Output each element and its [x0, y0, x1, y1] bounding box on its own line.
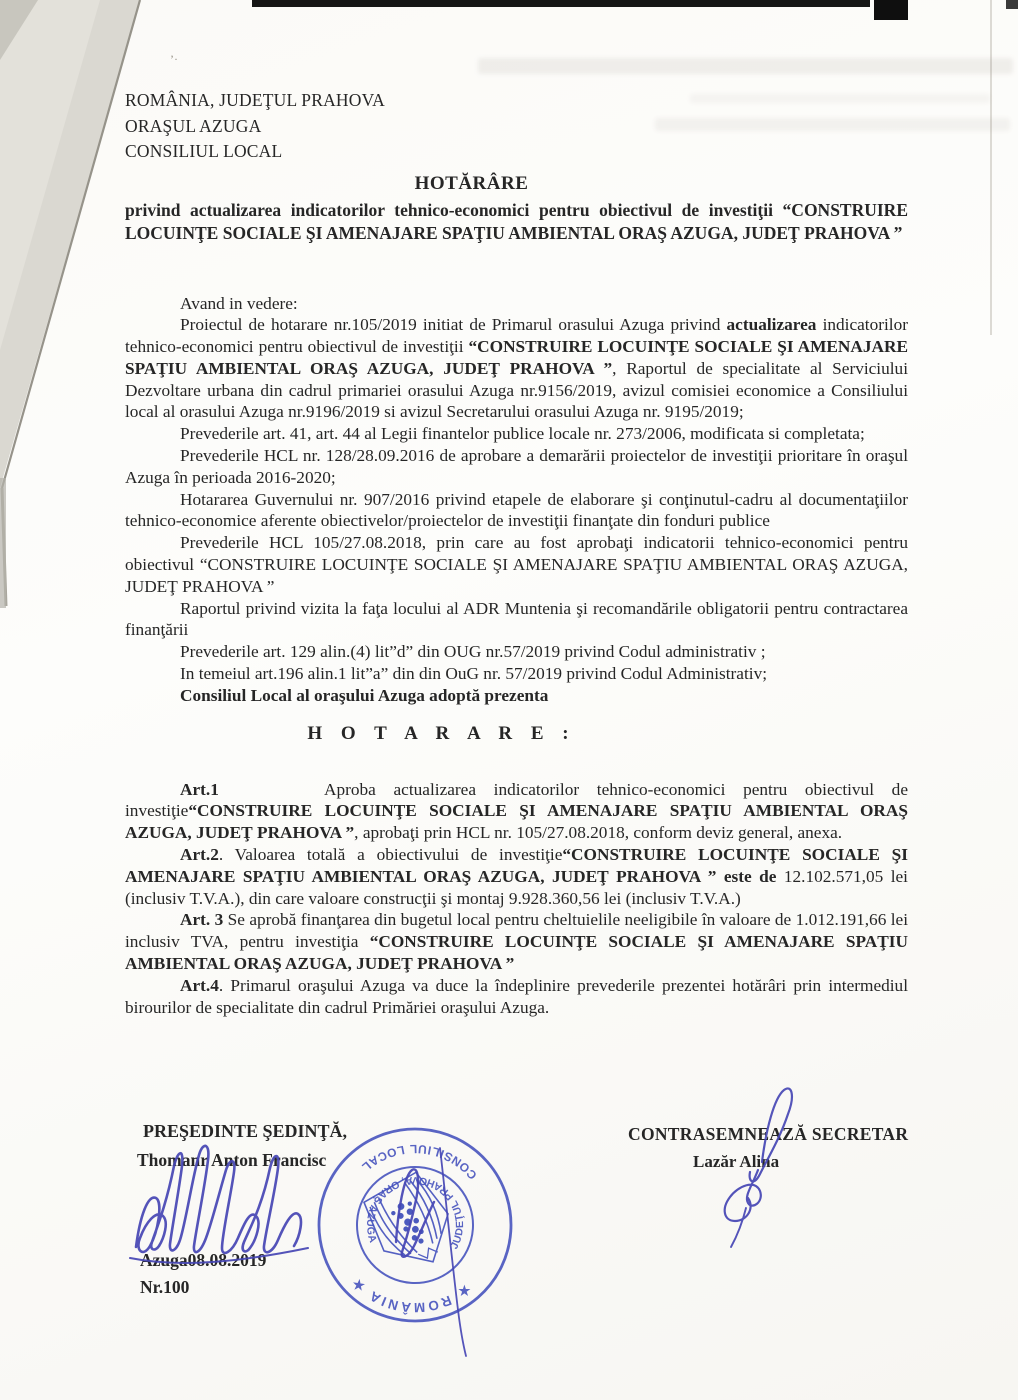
stamp-text-consiliul-local: CONSILIUL LOCAL — [358, 1141, 480, 1183]
council-stamp — [313, 1123, 518, 1328]
article-paragraph: Art. 3 Se aprobă finanţarea din bugetul local pentru cheltuielile neeligibile în valoare de 1.012.191,66 lei inclusiv TVA, pentru investiţia “CONSTRUIRE LOCUINŢE SOCIALE ŞI AMENAJARE SPAŢIU AMBIENTAL ORAŞ AZUGA, JUDEŢ PRAHOVA ” — [125, 910, 909, 974]
stamp-text-romania: ★ ROMÂNIA ★ — [347, 1273, 474, 1316]
resolution-heading: H O T A R A R E : — [307, 722, 576, 744]
scan-artifact-top-square — [874, 0, 908, 20]
org-country-line: ROMÂNIA, JUDEŢUL PRAHOVA — [125, 90, 386, 110]
preamble-paragraph: Avand in vedere: — [180, 293, 298, 313]
article-paragraph: Art.4. Primarul oraşului Azuga va duce la îndeplinire prevederile prezentei hotărâri prin intermediul birourilor de specialitate din cadrul Primăriei oraşului Azuga. — [125, 975, 908, 1017]
scan-artifact-left-edge — [0, 478, 6, 608]
president-role-label: PREŞEDINTE ŞEDINŢĂ, — [143, 1121, 348, 1141]
scan-artifact-corner-chip — [1006, 0, 1018, 9]
stamp-coat-of-arms — [358, 1169, 465, 1280]
preamble-paragraph: Prevederile art. 129 alin.(4) lit”d” din OUG nr.57/2019 privind Codul administrativ ; — [180, 642, 766, 662]
preamble-paragraph: Hotararea Guvernului nr. 907/2016 privind etapele de elaborare şi conţinutul-cadru al documentaţiilor tehnico-economice aferente obiectivelor/proiectelor de investiţii finanţate din fonduri publice — [125, 489, 908, 531]
article-paragraph: Art.1 Aproba actualizarea indicatorilor tehnico-economici pentru obiectivul de investiţie“CONSTRUIRE LOCUINŢE SOCIALE ŞI AMENAJARE SPAŢIU AMBIENTAL ORAŞ AZUGA, JUDEŢ PRAHOVA ”, aprobaţi prin HCL nr. 105/27.08.2018, conform deviz general, anexa. — [125, 779, 908, 843]
scan-artifact-top-bar — [252, 0, 870, 7]
preamble-paragraph: Proiectul de hotarare nr.105/2019 initiat de Primarul orasului Azuga privind actualizarea indicatorilor tehnico-economici pentru obiectivul de investiţii “CONSTRUIRE LOCUINŢE SOCIALE ŞI AMENAJARE SPAŢIU AMBIENTAL ORAŞ AZUGA, JUDEŢ PRAHOVA ”, Raportul de specialitate al Serviciului Dezvoltare urbana din cadrul primariei orasului Azuga nr.9156/2019, avizul comisiei economice a Consiliului local al orasului Azuga nr.9196/2019 si avizul Secretarului orasului Azuga nr. 9195/2019; — [125, 315, 909, 422]
scan-artifact-right-edge — [990, 0, 992, 335]
articles — [125, 779, 908, 1019]
document-number: Nr.100 — [140, 1277, 190, 1297]
preamble-paragraph: Prevederile HCL nr. 128/28.09.2016 de aprobare a demarării proiectelor de investiţii prioritare în oraşul Azuga în perioada 2016-2020; — [125, 446, 908, 487]
secretary-name: Lazăr Alina — [693, 1152, 780, 1171]
preamble-paragraphs — [125, 293, 908, 707]
svg-text:JUDEŢUL PRAHOVA, ORAŞ AZUGA — [362, 1171, 469, 1252]
president-name: Thomanr Anton Francisc — [137, 1150, 327, 1170]
article-paragraph: Art.2. Valoarea totală a obiectivului de investiţie“CONSTRUIRE LOCUINŢE SOCIALE ŞI AMENAJARE SPAŢIU AMBIENTAL ORAŞ AZUGA, JUDEŢ PRAHOVA ” este de 12.102.571,05 lei (inclusiv T.V.A.), din care valoare construcţii şi montaj 9.928.360,56 lei (inclusiv T.V.A.) — [125, 845, 908, 908]
preamble-paragraph: Consiliul Local al oraşului Azuga adoptă prezenta — [180, 685, 549, 705]
secretary-role-label: CONTRASEMNEAZĂ SECRETAR — [628, 1124, 909, 1144]
org-city-line: ORAŞUL AZUGA — [125, 115, 262, 136]
document-content — [125, 88, 908, 1018]
preamble-paragraph: In temeiul art.196 alin.1 lit”a” din din OuG nr. 57/2019 privind Codul Administrativ; — [180, 664, 768, 684]
document-subtitle: privind actualizarea indicatorilor tehnico-economici pentru obiectivul de investiţii “CONSTRUIRE LOCUINŢE SOCIALE ŞI AMENAJARE SPAŢIU AMBIENTAL ORAŞ AZUGA, JUDEŢ PRAHOVA ” — [125, 199, 908, 243]
scan-speck: ’· — [170, 52, 178, 66]
preamble-paragraph: Prevederile art. 41, art. 44 al Legii finantelor publice locale nr. 273/2006, modificata si completata; — [180, 424, 865, 444]
svg-text:★ ROMÂNIA ★ — [345, 1273, 474, 1319]
document-title: HOTĂRÂRE — [414, 172, 529, 194]
svg-text:CONSILIUL LOCAL — [357, 1138, 481, 1183]
preamble-paragraph: Prevederile HCL 105/27.08.2018, prin care au fost aprobaţi indicatorii tehnico-economici pentru obiectivul “CONSTRUIRE LOCUINŢE SOCIALE ŞI AMENAJARE SPAŢIU AMBIENTAL ORAŞ AZUGA, JUDEŢ PRAHOVA ” — [125, 533, 908, 596]
bleedthrough-smudge — [478, 58, 1013, 74]
place-and-date: Azuga08.08.2019 — [140, 1250, 267, 1270]
org-council-line: CONSILIUL LOCAL — [125, 141, 283, 161]
preamble-paragraph: Raportul privind vizita la faţa locului al ADR Muntenia şi recomandările obligatorii pentru contractarea finanţării — [125, 598, 908, 640]
stamp-text-judet-oras: JUDEŢUL PRAHOVA, ORAŞ AZUGA — [363, 1174, 467, 1252]
